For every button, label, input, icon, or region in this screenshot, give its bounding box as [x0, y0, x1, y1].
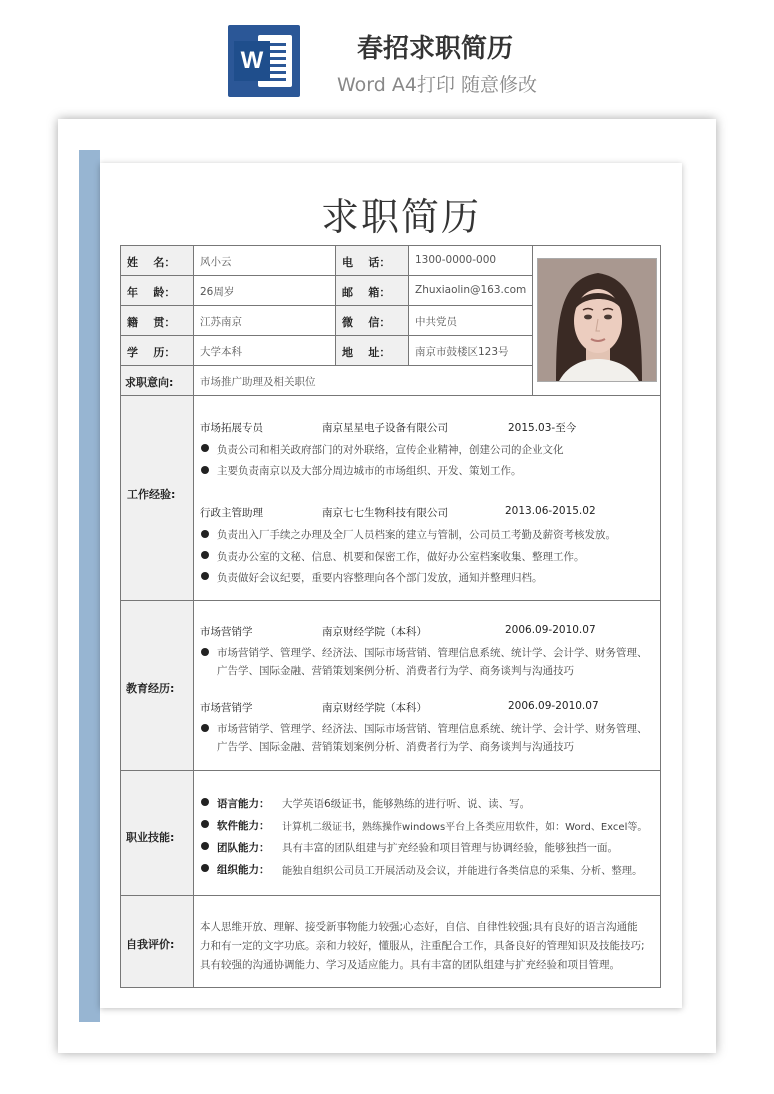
edu-major: 市场营销学	[200, 626, 253, 638]
edu-courses-line: 广告学、国际金融、营销策划案例分析、消费者行为学、商务谈判与沟通技巧	[217, 741, 574, 753]
skill-name: 软件能力：	[217, 820, 270, 832]
edu-school: 南京财经学院（本科）	[322, 626, 427, 638]
edu-date: 2006.09-2010.07	[505, 624, 596, 636]
job-bullet: 主要负责南京以及大部分周边城市的市场组织、开发、策划工作。	[217, 465, 522, 477]
bullet-icon	[201, 572, 209, 580]
edu-school: 南京财经学院（本科）	[322, 702, 427, 714]
job-title: 行政主管助理	[200, 507, 263, 519]
job-date: 2013.06-2015.02	[505, 505, 596, 517]
email-label: 邮 箱：	[342, 286, 391, 299]
phone-value: 1300-0000-000	[415, 254, 497, 266]
email-value: Zhuxiaolin@163.com	[415, 284, 527, 296]
age-label: 年 龄：	[127, 286, 176, 299]
job-bullet: 负责做好会议纪要，重要内容整理向各个部门发放，通知并整理归档。	[217, 572, 543, 584]
skill-name: 语言能力：	[217, 798, 270, 810]
name-value: 风小云	[200, 256, 232, 268]
job-bullet: 负责出入厂手续之办理及全厂人员档案的建立与管制，公司员工考勤及薪资考核发放。	[217, 529, 616, 541]
job-company: 南京七七生物科技有限公司	[322, 507, 448, 519]
skill-desc: 计算机二级证书，熟练操作windows平台上各类应用软件，如：Word、Excel等。	[282, 822, 648, 833]
skills-label: 职业技能:	[126, 831, 175, 844]
self-eval-line: 具有较强的沟通协调能力、学习及适应能力。具有丰富的团队组建与扩充经验和项目管理。	[200, 959, 620, 971]
resume-title: 求职简历	[320, 195, 481, 239]
bullet-icon	[201, 864, 209, 872]
job-company: 南京星星电子设备有限公司	[322, 422, 448, 434]
bullet-icon	[201, 724, 209, 732]
word-app-icon	[228, 25, 300, 97]
job-title: 市场拓展专员	[200, 422, 263, 434]
banner-subtitle: Word A4打印 随意修改	[336, 74, 537, 96]
phone-label: 电 话：	[342, 256, 391, 269]
job-date: 2015.03-至今	[508, 422, 577, 434]
education-label: 学 历：	[127, 346, 176, 359]
bullet-icon	[201, 466, 209, 474]
skill-desc: 具有丰富的团队组建与扩充经验和项目管理与协调经验，能够独挡一面。	[282, 842, 618, 854]
portrait-image	[538, 259, 657, 382]
edu-date: 2006.09-2010.07	[508, 700, 599, 712]
origin-label: 籍 贯：	[127, 316, 176, 329]
address-label: 地 址：	[342, 346, 391, 359]
wechat-value: 中共党员	[415, 316, 457, 328]
education-value: 大学本科	[200, 346, 242, 358]
skill-desc: 大学英语6级证书，能够熟练的进行听、说、读、写。	[282, 798, 531, 810]
origin-value: 江苏南京	[200, 316, 242, 328]
word-letter-icon: W	[234, 41, 270, 81]
self-eval-line: 本人思维开放、理解、接受新事物能力较强;心态好，自信、自律性较强;具有良好的语言沟通能	[200, 921, 638, 933]
profile-photo	[537, 258, 657, 382]
self-eval-line: 力和有一定的文字功底。亲和力较好，懂服从，注重配合工作，具备良好的管理知识及技能技巧;	[200, 940, 645, 952]
intent-label: 求职意向:	[125, 376, 174, 389]
name-label: 姓 名：	[127, 256, 176, 269]
bullet-icon	[201, 444, 209, 452]
wechat-label: 微 信：	[342, 316, 391, 329]
skill-name: 组织能力：	[217, 864, 270, 876]
edu-courses-line: 市场营销学、管理学、经济法、国际市场营销、管理信息系统、统计学、会计学、财务管理、	[217, 723, 648, 735]
bullet-icon	[201, 530, 209, 538]
side-accent-bar	[79, 150, 100, 1022]
skill-name: 团队能力：	[217, 842, 270, 854]
bullet-icon	[201, 551, 209, 559]
banner-title: 春招求职简历	[356, 34, 513, 64]
edu-courses-line: 广告学、国际金融、营销策划案例分析、消费者行为学、商务谈判与沟通技巧	[217, 665, 574, 677]
skill-desc: 能独自组织公司员工开展活动及会议，并能进行各类信息的采集、分析、整理。	[282, 865, 643, 877]
age-value: 26周岁	[200, 286, 235, 298]
bullet-icon	[201, 842, 209, 850]
bullet-icon	[201, 648, 209, 656]
bullet-icon	[201, 820, 209, 828]
edu-courses-line: 市场营销学、管理学、经济法、国际市场营销、管理信息系统、统计学、会计学、财务管理、	[217, 647, 648, 659]
job-bullet: 负责办公室的文秘、信息、机要和保密工作，做好办公室档案收集、整理工作。	[217, 551, 585, 563]
intent-value: 市场推广助理及相关职位	[200, 376, 316, 388]
self-eval-label: 自我评价:	[126, 938, 175, 951]
work-label: 工作经验:	[127, 488, 176, 501]
job-bullet: 负责公司和相关政府部门的对外联络，宣传企业精神，创建公司的企业文化	[217, 444, 564, 456]
bullet-icon	[201, 798, 209, 806]
edu-major: 市场营销学	[200, 702, 253, 714]
cell	[193, 770, 661, 896]
address-value: 南京市鼓楼区123号	[415, 346, 509, 358]
education-section-label: 教育经历:	[126, 682, 175, 695]
